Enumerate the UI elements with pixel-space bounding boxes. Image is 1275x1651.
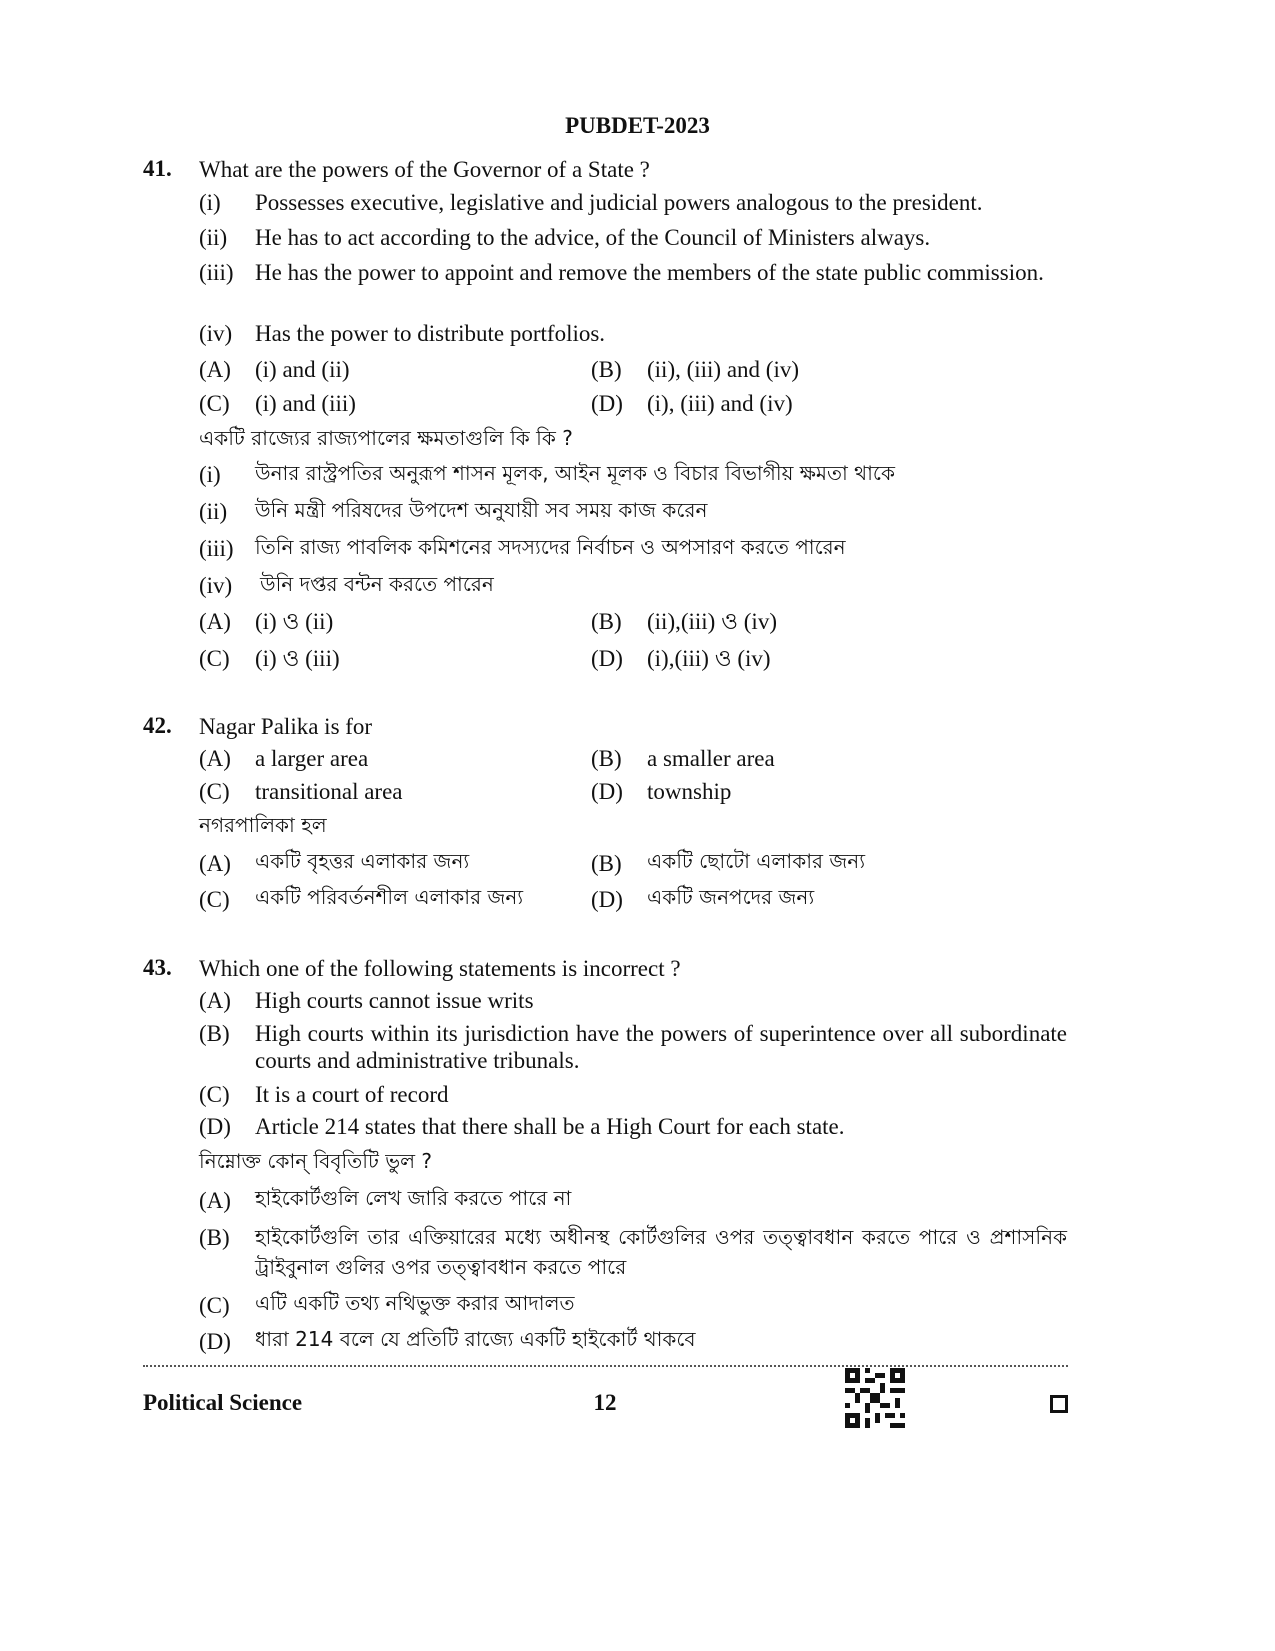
item-text-bn: তিনি রাজ্য পাবলিক কমিশনের সদস্যদের নির্বাচন ও অপসারণ করতে পারেন bbox=[255, 535, 846, 559]
subject-label: Political Science bbox=[143, 1390, 303, 1415]
option-label: (C) bbox=[199, 779, 230, 804]
option-label: (A) bbox=[199, 746, 231, 771]
question-stem-bn: নগরপালিকা হল bbox=[199, 813, 327, 837]
option-label: (D) bbox=[591, 887, 623, 912]
option-label: (C) bbox=[199, 1082, 230, 1107]
option-label: (A) bbox=[199, 851, 231, 876]
option-label: (A) bbox=[199, 1188, 231, 1213]
option-text-bn: একটি পরিবর্তনশীল এলাকার জন্য bbox=[255, 885, 524, 909]
option-label: (D) bbox=[591, 779, 623, 804]
item-text: Has the power to distribute portfolios. bbox=[255, 321, 606, 346]
option-text: township bbox=[647, 779, 732, 804]
question-stem-en: Nagar Palika is for bbox=[199, 714, 373, 739]
page-header-title: PUBDET-2023 bbox=[565, 113, 710, 138]
option-label: (C) bbox=[199, 1293, 230, 1318]
option-text: transitional area bbox=[255, 779, 403, 804]
item-label: (iv) bbox=[199, 321, 233, 346]
option-text: (ii),(iii) ও (iv) bbox=[647, 609, 777, 634]
option-text: It is a court of record bbox=[255, 1082, 449, 1107]
question-stem-bn: একটি রাজ্যের রাজ্যপালের ক্ষমতাগুলি কি কি ? bbox=[199, 426, 573, 450]
option-label: (D) bbox=[591, 646, 623, 671]
option-text-bn: হাইকোর্টগুলি তার এক্তিয়ারের মধ্যে অধীনস্থ কোর্টগুলির ওপর তত্ত্বাবধান করতে পারে ও প্রশাসনিক ট্রাইবুনাল গুলির ওপর তত্ত্বাবধান করতে পারে bbox=[255, 1225, 1067, 1279]
item-text-bn: উনার রাস্ট্রপতির অনুরূপ শাসন মূলক, আইন মূলক ও বিচার বিভাগীয় ক্ষমতা থাকে bbox=[255, 461, 895, 485]
option-text: (i) and (iii) bbox=[255, 391, 356, 416]
option-text: High courts within its jurisdiction have the powers of superintence over all subordinate courts and administrative tribunals. bbox=[255, 1021, 1067, 1073]
question-number: 41. bbox=[143, 156, 172, 181]
item-label: (i) bbox=[199, 190, 221, 215]
option-text: High courts cannot issue writs bbox=[255, 988, 534, 1013]
item-text: Possesses executive, legislative and judicial powers analogous to the president. bbox=[255, 190, 983, 215]
qr-code-icon bbox=[845, 1368, 905, 1428]
item-text: He has to act according to the advice, of the Council of Ministers always. bbox=[255, 225, 931, 250]
option-text-bn: একটি জনপদের জন্য bbox=[647, 885, 815, 909]
option-label: (C) bbox=[199, 391, 230, 416]
option-label: (B) bbox=[199, 1021, 230, 1046]
option-label: (D) bbox=[591, 391, 623, 416]
question-number: 43. bbox=[143, 955, 172, 980]
item-label: (ii) bbox=[199, 499, 228, 524]
option-label: (B) bbox=[591, 851, 622, 876]
option-label: (B) bbox=[591, 357, 622, 382]
item-label: (ii) bbox=[199, 225, 228, 250]
option-text: a smaller area bbox=[647, 746, 775, 771]
option-text: (i) ও (ii) bbox=[255, 609, 334, 634]
option-text: Article 214 states that there shall be a High Court for each state. bbox=[255, 1114, 845, 1139]
option-text-bn: ধারা 214 বলে যে প্রতিটি রাজ্যে একটি হাইকোর্ট থাকবে bbox=[255, 1327, 696, 1351]
option-label: (A) bbox=[199, 988, 231, 1013]
option-text: (i) ও (iii) bbox=[255, 646, 340, 671]
option-text-bn: একটি বৃহত্তর এলাকার জন্য bbox=[255, 849, 470, 873]
corner-square-mark bbox=[1050, 1395, 1068, 1413]
question-stem-en: Which one of the following statements is incorrect ? bbox=[199, 956, 681, 981]
option-text: (i), (iii) and (iv) bbox=[647, 391, 793, 416]
page-number: 12 bbox=[593, 1390, 617, 1415]
option-label: (A) bbox=[199, 357, 231, 382]
option-label: (B) bbox=[199, 1225, 230, 1250]
item-text: He has the power to appoint and remove the members of the state public commission. bbox=[255, 260, 1044, 285]
option-text: (ii), (iii) and (iv) bbox=[647, 357, 800, 382]
item-text-bn: উনি মন্ত্রী পরিষদের উপদেশ অনুযায়ী সব সময় কাজ করেন bbox=[255, 498, 708, 522]
option-label: (C) bbox=[199, 646, 230, 671]
option-text: (i) and (ii) bbox=[255, 357, 350, 382]
option-text: a larger area bbox=[255, 746, 369, 771]
question-number: 42. bbox=[143, 713, 172, 738]
option-label: (A) bbox=[199, 609, 231, 634]
question-stem-bn: নিম্নোক্ত কোন্ বিবৃতিটি ভুল ? bbox=[199, 1149, 433, 1173]
question-stem-en: What are the powers of the Governor of a State ? bbox=[199, 157, 650, 182]
item-text-bn: উনি দপ্তর বন্টন করতে পারেন bbox=[260, 572, 494, 596]
option-label: (D) bbox=[199, 1329, 231, 1354]
option-label: (B) bbox=[591, 609, 622, 634]
item-label: (i) bbox=[199, 462, 221, 487]
option-label: (D) bbox=[199, 1114, 231, 1139]
option-label: (C) bbox=[199, 887, 230, 912]
option-label: (B) bbox=[591, 746, 622, 771]
footer-divider bbox=[143, 1365, 1068, 1371]
option-text-bn: হাইকোর্টগুলি লেখ জারি করতে পারে না bbox=[255, 1186, 572, 1210]
item-label: (iii) bbox=[199, 260, 234, 285]
option-text: (i),(iii) ও (iv) bbox=[647, 646, 771, 671]
item-label: (iv) bbox=[199, 573, 233, 598]
item-label: (iii) bbox=[199, 536, 234, 561]
option-text-bn: একটি ছোটো এলাকার জন্য bbox=[647, 849, 866, 873]
option-text-bn: এটি একটি তথ্য নথিভুক্ত করার আদালত bbox=[255, 1291, 575, 1315]
